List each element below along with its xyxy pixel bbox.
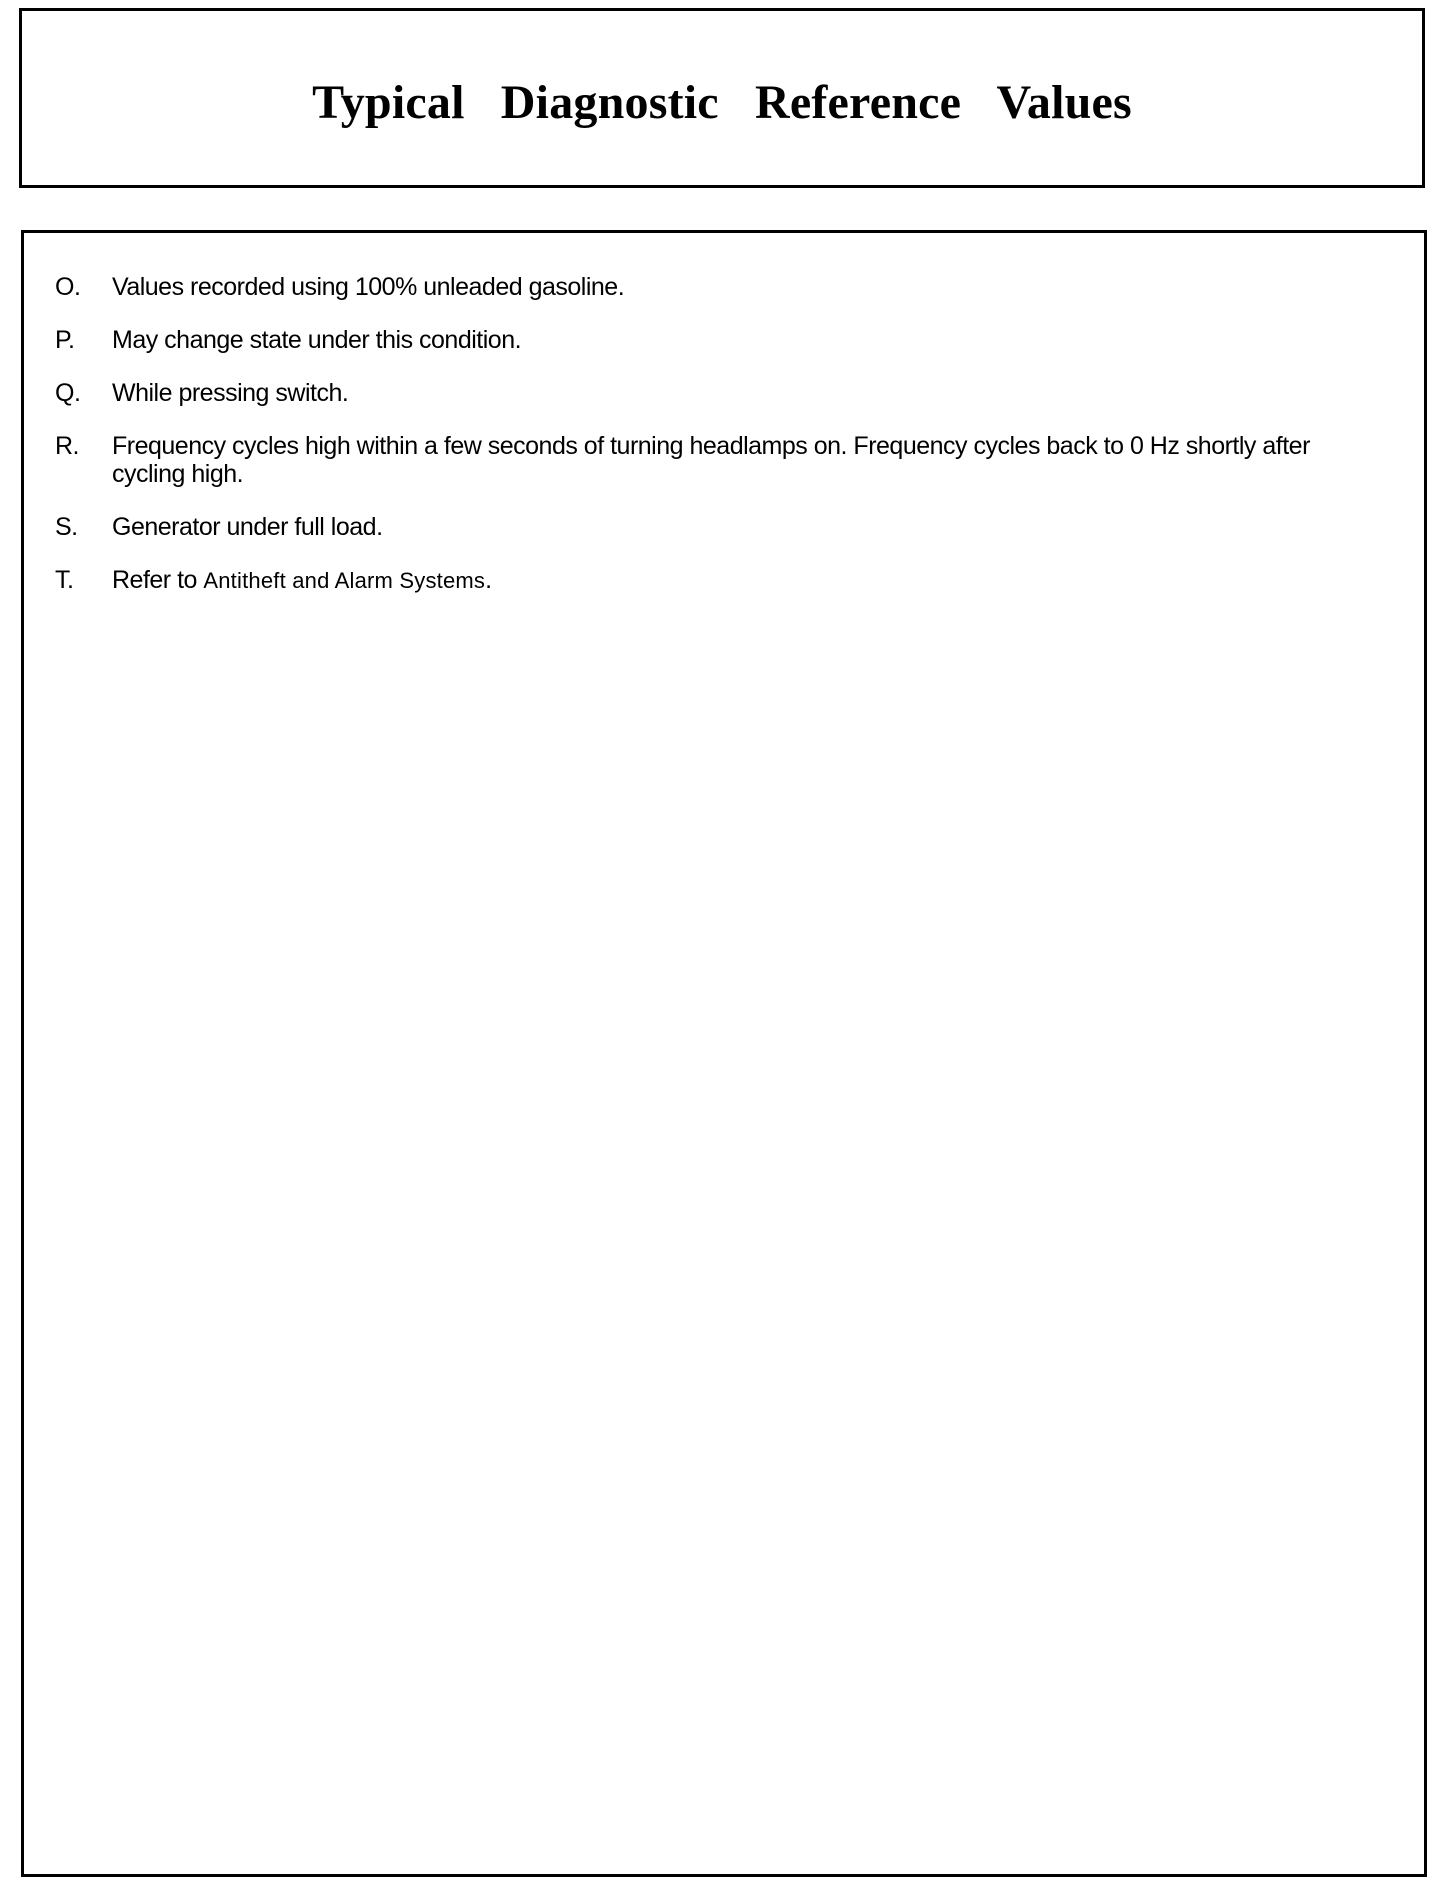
notes-box: [21, 230, 1427, 1877]
note-suffix: .: [485, 566, 492, 594]
note-text: Frequency cycles high within a few seconds of turning headlamps on. Frequency cycles back to 0 Hz shortly after cycling high.: [112, 432, 1310, 488]
note-text-container: [112, 566, 1375, 595]
note-letter: T.: [55, 566, 74, 594]
note-item-r: [55, 432, 1375, 488]
note-item-q: [55, 379, 1375, 407]
note-letter: S.: [55, 513, 78, 541]
title-box: [19, 8, 1425, 188]
note-item-o: [55, 273, 1375, 301]
note-text: Values recorded using 100% unleaded gasoline.: [112, 273, 625, 301]
note-item-s: [55, 513, 1375, 541]
note-text: Generator under full load.: [112, 513, 383, 541]
note-text: While pressing switch.: [112, 379, 349, 407]
note-item-t: [55, 566, 1375, 595]
note-letter: Q.: [55, 379, 81, 407]
reference-title: Antitheft and Alarm Systems: [203, 568, 486, 593]
note-item-p: [55, 326, 1375, 354]
note-letter: P.: [55, 326, 75, 354]
note-letter: O.: [55, 273, 81, 301]
notes-list: [55, 273, 1375, 620]
page-title: Typical Diagnostic Reference Values: [312, 75, 1132, 129]
note-text: Refer to: [112, 566, 204, 594]
note-letter: R.: [55, 432, 79, 460]
note-text: May change state under this condition.: [112, 326, 522, 354]
